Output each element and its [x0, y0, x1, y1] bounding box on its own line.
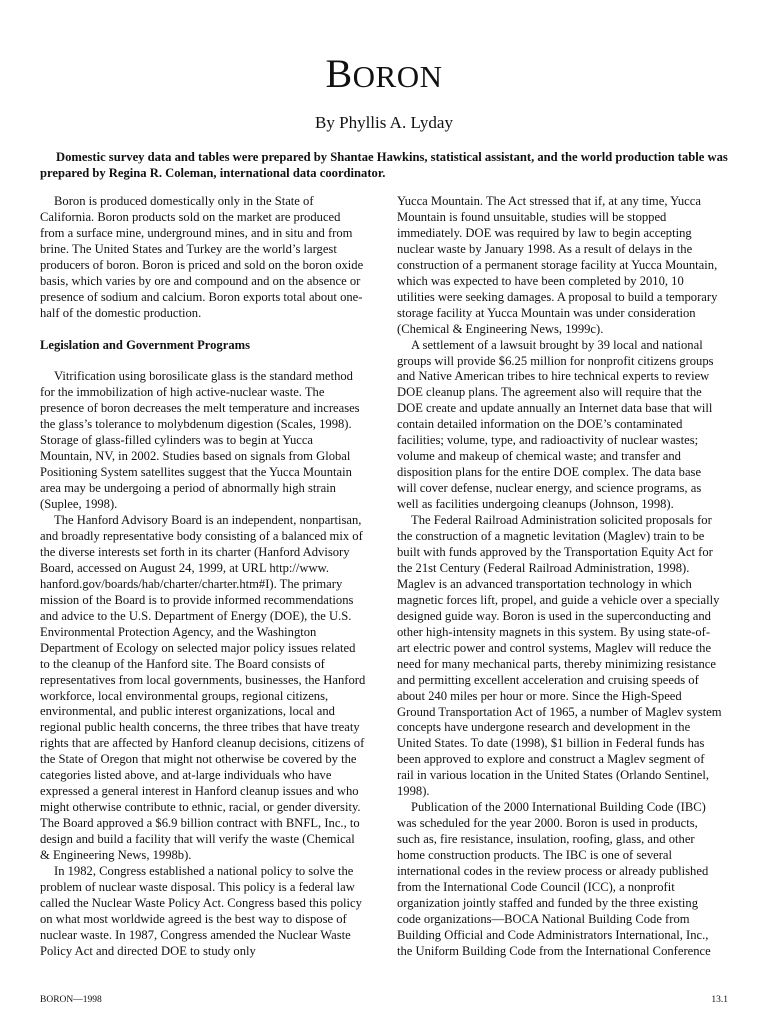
paragraph: In 1982, Congress established a national policy to solve the problem of nuclear waste disposal. This policy is a federal law called the Nuclear Waste Policy Act. Congress based this policy on what most worldwide agreed is the best way to dispose of nuclear waste. In 1987, Congress amended the Nuclear Waste Policy Act and directed DOE to study only: [40, 864, 362, 958]
title-initial: B: [325, 51, 353, 96]
title-rest: ORON: [352, 59, 443, 94]
paragraph: The Hanford Advisory Board is an independent, nonpartisan, and broadly representative body consisting of a balanced mix of the diverse interests set forth in its charter (Hanford Advisory Board, accessed on August 24, 1999, at URL http://www. hanford.gov/boards/hab/charter/charter.htm#I). The primary mission of the Board is to provide informed recommendations and advice to the U.S. Department of Energy (DOE), the U.S. Environmental Protection Agency, and the Washington Department of Ecology on selected major policy issues related to the cleanup of the Hanford site. The Board consists of representatives from local governments, businesses, the Hanford workforce, local environmental groups, regional citizens, environmental, and public interest organizations, local and regional public health concerns, the three tribes that have treaty rights that are affected by Hanford cleanup decisions, citizens of the State of Oregon that might not otherwise be covered by the categories listed above, and at-large individuals who have expressed a general interest in Hanford cleanup issues and who might otherwise contribute to ethnic, racial, or gender diversity. The Board approved a $6.9 billion contract with BNFL, Inc., to design and build a facility that will verify the waste (Chemical & Engineering News, 1998b).: [40, 513, 366, 863]
intro-credits: Domestic survey data and tables were prepared by Shantae Hawkins, statistical assistant, and the world production table was prepared by Regina R. Coleman, international data coordinator.: [40, 150, 728, 180]
paragraph: Vitrification using borosilicate glass is the standard method for the immobilization of high active-nuclear waste. The presence of boron decreases the melt temperature and increases the glass’s tolerance to molybdenum digestion (Scales, 1998). Storage of glass-filled cylinders was to begin at Yucca Mountain, NV, in 2002. Studies based on signals from Global Positioning System satellites suggest that the Yucca Mountain area may be undergoing a period of abnormally high strain (Suplee, 1998).: [40, 369, 360, 512]
section-heading: Legislation and Government Programs: [40, 337, 251, 352]
right-column: [397, 194, 723, 960]
footer-running-title: BORON—1998: [40, 995, 102, 1005]
spacer: [40, 322, 366, 338]
paragraph: A settlement of a lawsuit brought by 39 local and national groups will provide $6.25 million for nonprofit citizens groups and Native American tribes to hire technical experts to review DOE cleanup plans. The agreement also will require that the DOE create and update annually an Internet data base that will contain detailed information on the DOE’s contaminated facilities; volume, type, and radioactivity of nuclear wastes; volume and makeup of chemical waste; and transfer and disposition plans for the entire DOE complex. The data base will cover defense, nuclear energy, and science programs, as well as facilities undergoing cleanups (Johnson, 1998).: [397, 337, 714, 512]
author-byline: By Phyllis A. Lyday: [315, 113, 453, 132]
paragraph: The Federal Railroad Administration solicited proposals for the construction of a magnetic levitation (Maglev) train to be built with funds approved by the Transportation Equity Act for the 21st Century (Federal Railroad Administration, 1998). Maglev is an advanced transportation technology in which magnetic forces lift, propel, and guide a vehicle over a specially designed guide way. Boron is used in the superconducting and other high-intensity magnets in this system. By using state-of-art electric power and control systems, Maglev will reduce the need for many mechanical parts, thereby minimizing resistance and permitting excellent acceleration and cruising speeds of about 240 miles per hour or more. Since the High-Speed Ground Transportation Act of 1965, a number of Maglev system concepts have undergone research and development in the United States. To date (1998), $1 billion in Federal funds has been approved to explore and construct a Maglev segment of rail in various location in the United States (Orlando Sentinel, 1998).: [397, 513, 722, 799]
paragraph: Boron is produced domestically only in the State of California. Boron products sold on the market are produced from a surface mine, underground mines, and in situ and from brine. The United States and Turkey are the world’s largest producers of boron. Boron is priced and sold on the boron oxide basis, which varies by ore and compound and on the absence or presence of sodium and calcium. Boron exports total about one-half of the domestic production.: [40, 194, 364, 320]
page-title: [0, 52, 768, 99]
spacer: [40, 354, 366, 370]
paragraph: Publication of the 2000 International Building Code (IBC) was scheduled for the year 2000. Boron is used in products, such as, fire resistance, insulation, roofing, glass, and other home construction products. The IBC is one of several international codes in the review process or already published from the International Code Council (ICC), a nonprofit organization jointly staffed and funded by the three existing code organizations—BOCA National Building Code from Building Official and Code Administrators International, Inc., the Uniform Building Code from the International Conference: [397, 800, 711, 958]
left-column: [40, 194, 366, 960]
paragraph: Yucca Mountain. The Act stressed that if, at any time, Yucca Mountain is found unsuitable, studies will be stopped immediately. DOE was required by law to begin accepting nuclear waste by January 1998. As a result of delays in the construction of a permanent storage facility at Yucca Mountain, which was expected to have been completed by 2010, 10 utilities were seeking damages. A proposal to build a temporary storage facility at Yucca Mountain was under consideration (Chemical & Engineering News, 1999c).: [397, 194, 718, 336]
footer-page-number: 13.1: [711, 995, 728, 1005]
